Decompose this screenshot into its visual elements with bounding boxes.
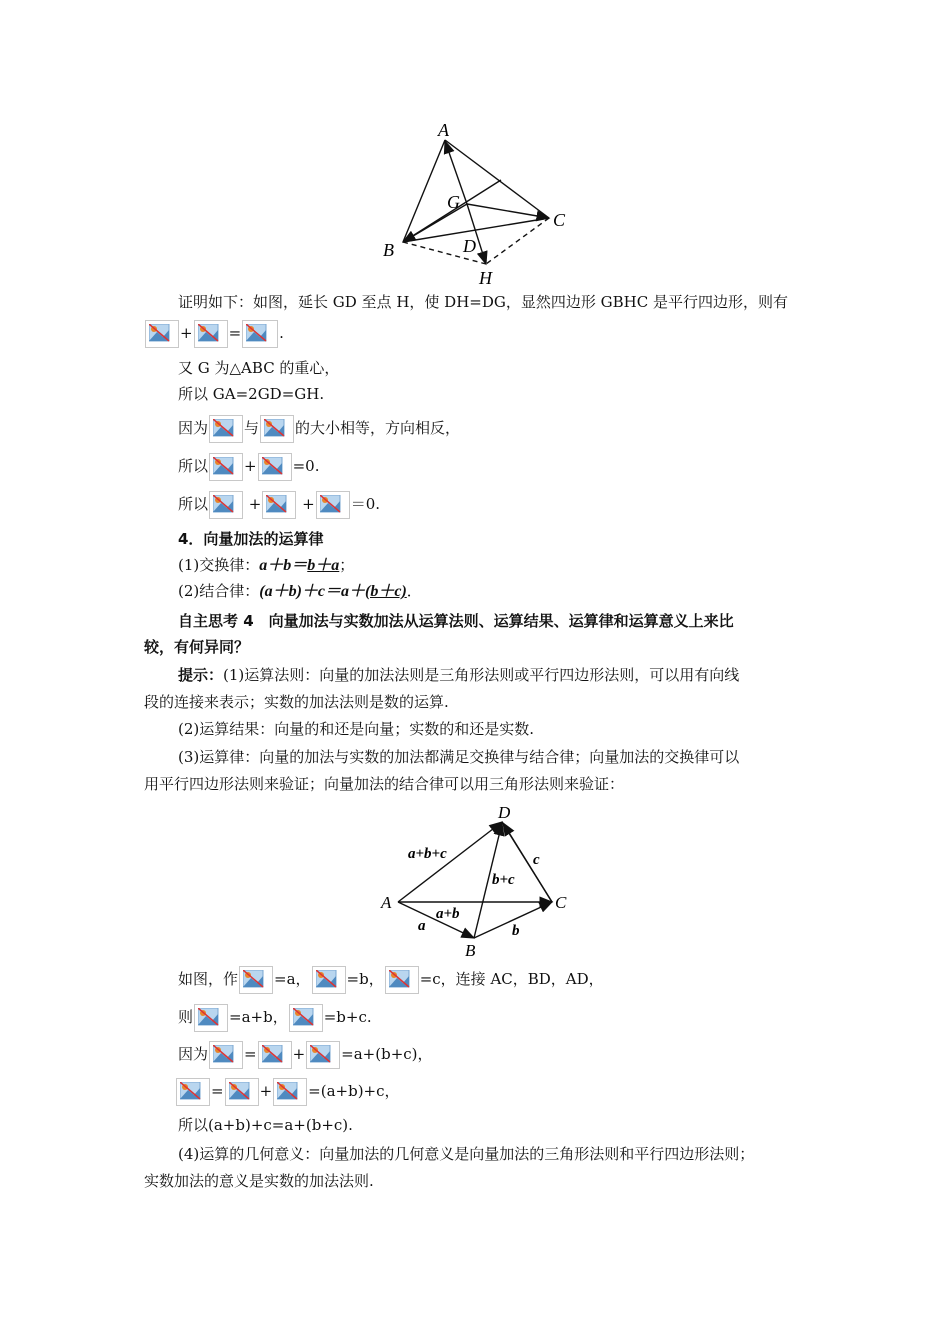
hint-p1a: 提示：(1)运算法则：向量的加法法则是三角形法则或平行四边形法则，可以用有向线: [178, 666, 740, 684]
label-c: c: [533, 852, 540, 868]
label-H: H: [479, 268, 492, 288]
associative-figure: [378, 800, 578, 962]
meaning-line1: (4)运算的几何意义：向量加法的几何意义是向量加法的三角形法则和平行四边形法则；: [178, 1145, 755, 1163]
vector-image-icon: [258, 1041, 292, 1069]
vector-image-icon: [239, 966, 273, 994]
then-line: 则 =a+b， =b+c.: [178, 1004, 372, 1032]
label-bc: b+c: [492, 872, 515, 888]
proof-intro: 证明如下：如图，延长 GD 至点 H，使 DH=DG，显然四边形 GBHC 是平行四边形，则有: [178, 293, 788, 311]
proof-eq1: + = .: [144, 320, 284, 348]
hint-p1b: 段的连接来表示；实数的加法法则是数的运算.: [144, 693, 449, 711]
vector-image-icon: [209, 453, 243, 481]
vector-image-icon: [145, 320, 179, 348]
section4-title: 4．向量加法的运算律: [178, 530, 324, 548]
vector-image-icon: [242, 320, 278, 348]
vector-image-icon: [262, 491, 296, 519]
label-ab: a+b: [436, 906, 460, 922]
hint-p3b: 用平行四边形法则来验证；向量加法的结合律可以用三角形法则来验证：: [144, 775, 625, 793]
label-A: A: [438, 120, 449, 140]
hint-p3a: (3)运算律：向量的加法与实数的加法都满足交换律与结合律；向量加法的交换律可以: [178, 748, 740, 766]
vector-image-icon: [273, 1078, 307, 1106]
hint-p2: (2)运算结果：向量的和还是向量；实数的和还是实数.: [178, 720, 535, 738]
centroid-figure: [375, 118, 585, 290]
vector-image-icon: [176, 1078, 210, 1106]
conclusion: 所以(a+b)+c=a+(b+c).: [178, 1116, 353, 1134]
label-G: G: [447, 192, 460, 212]
label-C: C: [553, 210, 566, 230]
proof-ga: 所以 GA=2GD=GH.: [178, 385, 325, 403]
label-A2: A: [381, 893, 392, 912]
vector-image-icon: [258, 453, 292, 481]
vector-image-icon: [385, 966, 419, 994]
proof-because: 因为 与 的大小相等，方向相反，: [178, 415, 460, 443]
vector-image-icon: [194, 1004, 228, 1032]
label-abc: a+b+c: [408, 846, 447, 862]
label-B: B: [383, 240, 394, 260]
associative-law: (2)结合律：(a＋b)＋c＝a＋(b＋c)．: [178, 582, 422, 600]
think-line1: 自主思考 4 向量加法与实数加法从运算法则、运算结果、运算律和运算意义上来比: [178, 612, 734, 630]
proof-centroid: 又 G 为△ABC 的重心，: [178, 359, 340, 377]
label-C2: C: [555, 893, 567, 912]
vector-image-icon: [225, 1078, 259, 1106]
vector-image-icon: [209, 415, 243, 443]
think-line2: 较，有何异同？: [144, 638, 250, 656]
label-b: b: [512, 923, 520, 939]
proof-so1: 所以 + =0.: [178, 453, 319, 481]
ab-c-line: = + =(a+b)+c，: [175, 1078, 400, 1106]
vector-image-icon: [312, 966, 346, 994]
construction-line: 如图，作 =a， =b， =c，连接 AC，BD，AD，: [178, 966, 604, 994]
label-D2: D: [498, 803, 511, 822]
meaning-line2: 实数加法的意义是实数的加法法则.: [144, 1172, 374, 1190]
label-D: D: [463, 236, 476, 256]
vector-image-icon: [209, 491, 243, 519]
proof-so2: 所以 + + ＝0.: [178, 491, 380, 519]
vector-image-icon: [316, 491, 350, 519]
vector-image-icon: [209, 1041, 243, 1069]
because-line: 因为 = + =a+(b+c)，: [178, 1041, 433, 1069]
label-a: a: [418, 918, 426, 934]
vector-image-icon: [306, 1041, 340, 1069]
vector-image-icon: [260, 415, 294, 443]
vector-image-icon: [289, 1004, 323, 1032]
commutative-law: (1)交换律：a＋b＝b＋a；: [178, 556, 355, 574]
vector-image-icon: [194, 320, 228, 348]
label-B2: B: [465, 941, 476, 960]
